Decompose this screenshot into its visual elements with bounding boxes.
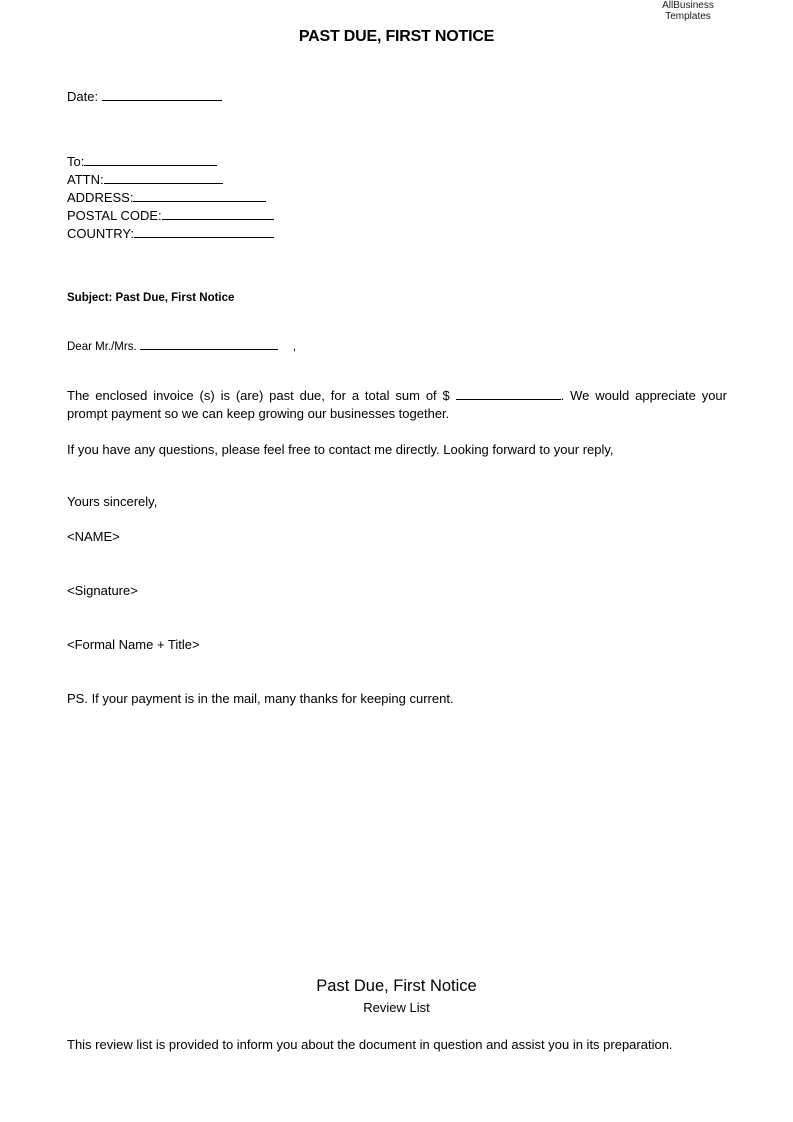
body-paragraph-1-end: . We would appreciate your prompt payment so we can keep growing our businesses together. — [67, 388, 727, 421]
brand-line-1: AllBusiness — [662, 0, 714, 11]
closing-formal-name: <Formal Name + Title> — [67, 637, 200, 652]
country-field[interactable] — [134, 223, 274, 238]
postal-code-line — [67, 205, 274, 225]
salutation-prefix: Dear Mr./Mrs. — [67, 341, 140, 353]
date-line — [67, 86, 222, 106]
country-label: COUNTRY: — [67, 226, 134, 241]
review-intro: This review list is provided to inform you about the document in question and assist you in its preparation. — [67, 1037, 673, 1052]
to-label: To: — [67, 154, 85, 169]
brand-line-2: Templates — [665, 11, 711, 22]
document-title: PAST DUE, FIRST NOTICE — [298, 28, 495, 45]
subject-line: Subject: Past Due, First Notice — [67, 292, 235, 304]
closing-sincerely: Yours sincerely, — [67, 494, 158, 509]
closing-signature: <Signature> — [67, 583, 138, 598]
postal-code-field[interactable] — [162, 205, 274, 220]
to-field[interactable] — [84, 151, 217, 166]
total-sum-field[interactable] — [456, 387, 561, 400]
address-label: ADDRESS: — [67, 190, 134, 205]
to-line — [67, 151, 217, 171]
attn-field[interactable] — [104, 169, 223, 184]
salutation-comma: , — [292, 341, 297, 353]
recipient-name-field[interactable] — [140, 338, 278, 350]
closing-name: <NAME> — [67, 529, 120, 544]
attn-line — [67, 169, 223, 189]
attn-label: ATTN: — [67, 172, 104, 187]
salutation-line — [67, 338, 296, 356]
address-field[interactable] — [133, 187, 266, 202]
postscript: PS. If your payment is in the mail, many thanks for keeping current. — [67, 691, 454, 706]
body-paragraph-1 — [67, 387, 727, 423]
body-paragraph-1-start: The enclosed invoice (s) is (are) past due, for a total sum of $ — [67, 388, 456, 403]
review-subtitle: Review List — [363, 1000, 430, 1015]
date-label: Date: — [67, 89, 102, 104]
review-title: Past Due, First Notice — [316, 977, 477, 995]
date-field[interactable] — [102, 86, 222, 101]
address-line — [67, 187, 266, 207]
brand-logo — [650, 0, 726, 22]
country-line — [67, 223, 274, 243]
postal-code-label: POSTAL CODE: — [67, 208, 162, 223]
body-paragraph-2: If you have any questions, please feel free to contact me directly. Looking forward to your reply, — [67, 442, 614, 457]
